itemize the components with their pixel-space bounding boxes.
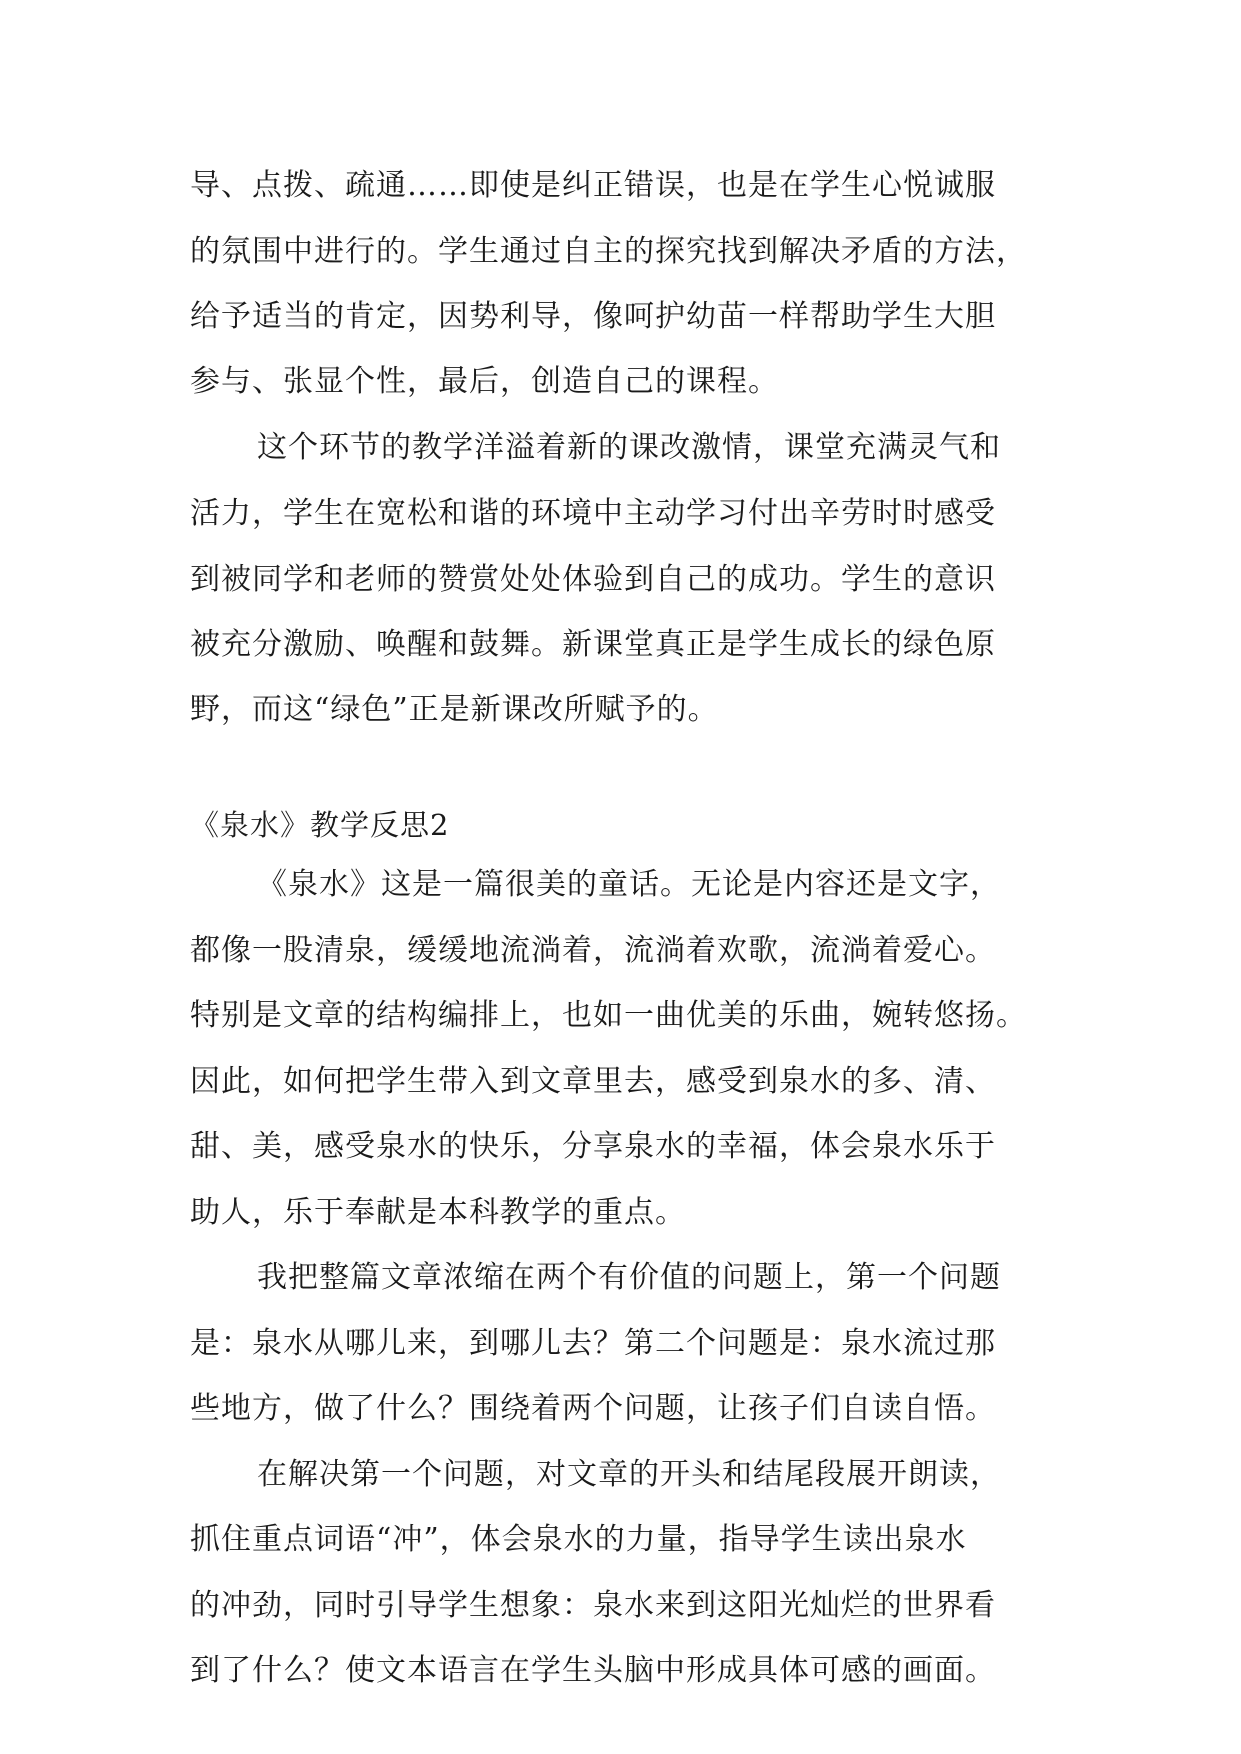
text-line: 这个环节的教学洋溢着新的课改激情，课堂充满灵气和 (257, 430, 1001, 465)
text-line: 到了什么？使文本语言在学生头脑中形成具体可感的画面。 (190, 1653, 996, 1688)
text-line: 野，而这“绿色”正是新课改所赋予的。 (190, 692, 719, 727)
text-line: 参与、张显个性，最后，创造自己的课程。 (190, 364, 779, 399)
text-line: 都像一股清泉，缓缓地流淌着，流淌着欢歌，流淌着爱心。 (190, 933, 996, 968)
text-line: 些地方，做了什么？围绕着两个问题，让孩子们自读自悟。 (190, 1391, 996, 1426)
text-line: 在解决第一个问题，对文章的开头和结尾段展开朗读， (257, 1457, 1001, 1492)
text-line: 因此，如何把学生带入到文章里去，感受到泉水的多、清、 (190, 1064, 996, 1099)
text-line: 活力，学生在宽松和谐的环境中主动学习付出辛劳时时感受 (190, 496, 996, 531)
section-heading: 《泉水》教学反思2 (190, 808, 450, 842)
text-line: 给予适当的肯定，因势利导，像呵护幼苗一样帮助学生大胆 (190, 299, 996, 334)
text-line: 的冲劲，同时引导学生想象：泉水来到这阳光灿烂的世界看 (190, 1588, 996, 1623)
text-line: 导、点拨、疏通……即使是纠正错误，也是在学生心悦诚服 (190, 168, 996, 203)
text-line: 抓住重点词语“冲”，体会泉水的力量，指导学生读出泉水 (190, 1522, 967, 1557)
text-line: 我把整篇文章浓缩在两个有价值的问题上，第一个问题 (257, 1260, 1001, 1295)
text-line: 助人，乐于奉献是本科教学的重点。 (190, 1195, 686, 1230)
text-line: 被充分激励、唤醒和鼓舞。新课堂真正是学生成长的绿色原 (190, 627, 996, 662)
text-line: 到被同学和老师的赞赏处处体验到自己的成功。学生的意识 (190, 562, 996, 597)
text-line: 特别是文章的结构编排上，也如一曲优美的乐曲，婉转悠扬。 (190, 998, 1027, 1033)
text-line: 甜、美，感受泉水的快乐，分享泉水的幸福，体会泉水乐于 (190, 1129, 996, 1164)
text-line: 是：泉水从哪儿来，到哪儿去？第二个问题是：泉水流过那 (190, 1326, 996, 1361)
text-line: 《泉水》这是一篇很美的童话。无论是内容还是文字， (257, 867, 1001, 902)
text-line: 的氛围中进行的。学生通过自主的探究找到解决矛盾的方法， (190, 234, 1027, 269)
